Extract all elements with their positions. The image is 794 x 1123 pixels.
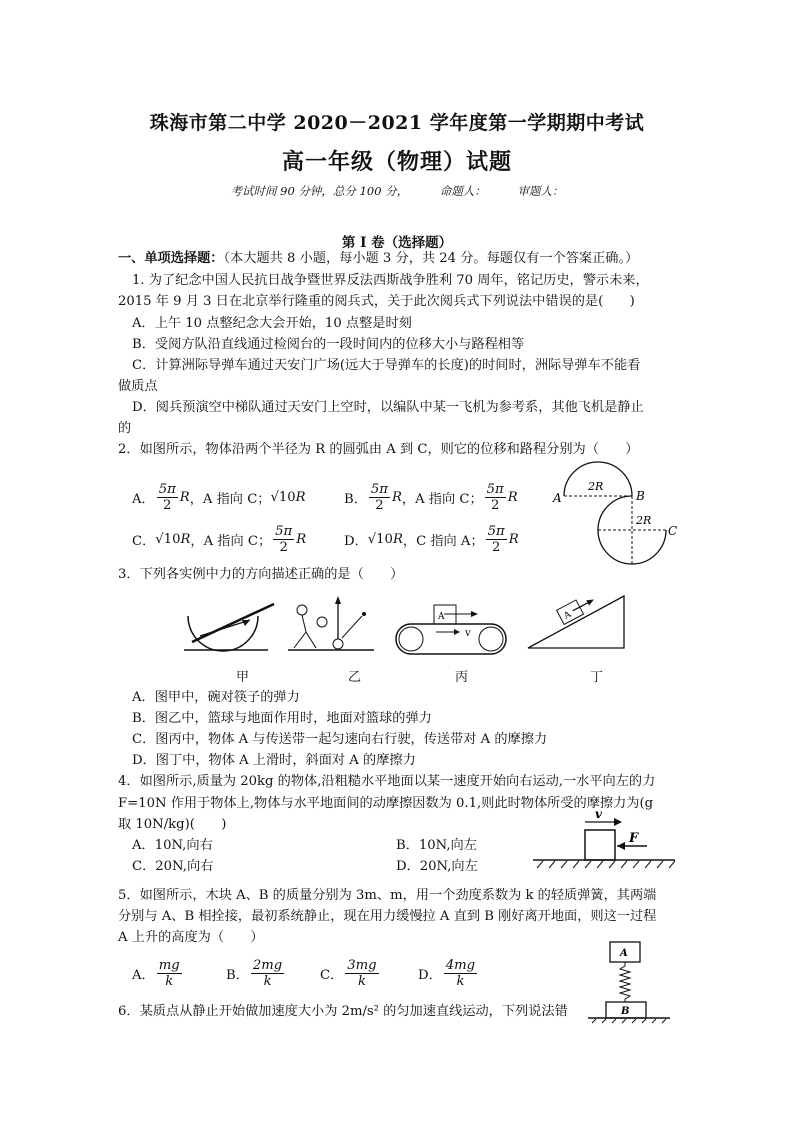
q2-option-a: [132, 482, 306, 513]
exam-subtitle: 高一年级（物理）试题: [281, 149, 512, 175]
caption-jia: 甲: [236, 670, 250, 685]
arrow-head: [242, 620, 250, 626]
force-label: F: [629, 831, 639, 846]
basketball: [317, 617, 327, 627]
q2-option-d: [344, 524, 519, 555]
q2-fraction: [369, 482, 390, 513]
frac-den: 2: [279, 540, 288, 555]
caption-ding: 丁: [590, 670, 604, 685]
q4-figure: [525, 806, 685, 876]
q2-option-a-mid: ，A 指向 C；: [189, 492, 271, 507]
incline: [528, 596, 624, 648]
block-a-label: A: [562, 609, 573, 622]
arrow-head: [471, 611, 478, 617]
caption-yi: 乙: [348, 670, 362, 685]
frac-num: mg: [158, 958, 180, 973]
velocity-label: v: [595, 807, 602, 821]
var-r: R: [507, 490, 518, 505]
q2-option-b-mid: ，A 指向 C；: [401, 492, 483, 507]
q5-option-a: [132, 958, 184, 989]
section-title: 第 I 卷（选择题）: [341, 235, 453, 251]
q5-option-b: [226, 958, 286, 989]
q3-option-c: C．图丙中，物体 A 与传送带一起匀速向右行驶，传送带对 A 的摩擦力: [132, 732, 548, 747]
frac-num: 5π: [275, 524, 293, 539]
radius-label-2: 2R: [636, 514, 652, 527]
var-r: R: [508, 532, 519, 547]
q2-option-a-label: A．: [132, 492, 155, 507]
arrow-head: [617, 842, 625, 850]
spring: [620, 962, 630, 1002]
q2-option-b-label: B．: [344, 492, 367, 507]
q1-option-a: A．上午 10 点整纪念大会开始，10 点整是时刻: [132, 316, 412, 331]
part-label: 一、单项选择题：: [118, 251, 224, 266]
frac-den: k: [263, 974, 272, 989]
block: [585, 830, 615, 860]
q2-option-d-label: D．: [344, 534, 368, 549]
q5-fraction: [251, 958, 284, 989]
q3-figures: [178, 592, 638, 662]
q6-line-1: 6．某质点从静止开始做加速度大小为 2m/s² 的匀加速直线运动，下列说法错: [118, 1004, 568, 1019]
radius-label-1: 2R: [588, 480, 604, 493]
sqrt-10: √10: [155, 532, 181, 547]
q1-line-2: 2015 年 9 月 3 日在北京举行隆重的阅兵式，关于此次阅兵式下列说法中错误的是( ): [118, 294, 635, 309]
q1-option-c: C．计算洲际导弹车通过天安门广场(远大于导弹车的长度)的时间时，洲际导弹车不能看: [132, 358, 641, 373]
point-b-label: B: [636, 489, 645, 503]
exam-duration: 考试时间 90 分钟，总分 100 分，: [230, 184, 409, 198]
dot: [362, 612, 366, 616]
q5-fraction: [157, 958, 182, 989]
exam-meta: [0, 183, 794, 199]
var-r: R: [296, 532, 307, 547]
q2-option-d-mid: ，C 指向 A；: [402, 534, 484, 549]
player-body: [302, 615, 306, 632]
q5-fraction: [444, 958, 477, 989]
figure-jia: [184, 604, 274, 651]
exam-author: 命题人：: [439, 184, 486, 198]
arrow-head: [614, 818, 622, 826]
frac-den: 2: [375, 498, 384, 513]
ground-hatch: [537, 861, 675, 868]
frac-den: k: [456, 974, 465, 989]
block-b-label: B: [621, 1006, 630, 1017]
q5-line-2: 分别与 A、B 相拴接，最初系统静止，现在用力缓慢拉 A 直到 B 刚好离开地面，则这一过程: [118, 909, 657, 924]
q2-option-c: [132, 524, 306, 555]
exam-title: 珠海市第二中学 2020－2021 学年度第一学期期中考试: [149, 112, 645, 134]
basketball-bounce: [333, 639, 343, 649]
part-desc: （本大题共 8 小题，每小题 3 分，共 24 分。每题仅有一个答案正确。）: [223, 251, 639, 266]
q4-line-3: 取 10N/kg)( ): [118, 817, 227, 832]
velocity-label: v: [465, 628, 471, 639]
sqrt-10: √10: [270, 490, 296, 505]
arrow-head: [586, 597, 595, 606]
player-leg: [294, 632, 306, 648]
frac-num: 5π: [158, 482, 176, 497]
q4-option-b: B．10N,向左: [396, 838, 477, 853]
point-c-label: C: [668, 524, 678, 538]
frac-den: k: [357, 974, 366, 989]
q2-fraction: [486, 524, 507, 555]
var-r: R: [392, 532, 403, 547]
exam-reviewer: 审题人：: [517, 184, 564, 198]
frac-num: 5π: [486, 482, 504, 497]
sqrt-10: √10: [367, 532, 393, 547]
frac-den: 2: [163, 498, 172, 513]
part-heading: [118, 249, 638, 269]
q5-option-a-label: A．: [132, 968, 155, 983]
q2-fraction: [485, 482, 506, 513]
var-r: R: [391, 490, 402, 505]
roller-right: [479, 627, 503, 651]
q5-spring-figure: [586, 940, 676, 1024]
var-r: R: [179, 490, 190, 505]
var-r: R: [180, 532, 191, 547]
q5-line-1: 5．如图所示，木块 A、B 的质量分别为 3m、m，用一个劲度系数为 k 的轻质弹簧，其两端: [118, 888, 657, 903]
frac-den: 2: [490, 498, 500, 513]
block-a-label: A: [438, 612, 445, 622]
arrow-head: [335, 596, 341, 604]
q4-option-d: D．20N,向左: [396, 859, 478, 874]
q5-line-3: A 上升的高度为（ ）: [118, 930, 264, 945]
q3-option-b: B．图乙中，篮球与地面作用时，地面对篮球的弹力: [132, 711, 432, 726]
frac-num: 5π: [487, 524, 505, 539]
player-leg: [306, 632, 316, 648]
frac-num: 2mg: [252, 958, 283, 973]
q3-option-a: A．图甲中，碗对筷子的弹力: [132, 690, 300, 705]
player-head: [297, 605, 307, 615]
direction-line: [342, 616, 362, 638]
frac-den: 2: [491, 540, 501, 555]
ground-hatch: [592, 1019, 666, 1023]
figure-ding: [528, 592, 624, 648]
q5-option-d-label: D．: [418, 968, 442, 983]
figure-bing: [396, 605, 506, 654]
frac-num: 3mg: [347, 958, 377, 973]
q2-option-c-label: C．: [132, 534, 156, 549]
q1-option-d-cont: 的: [118, 421, 132, 436]
arrow-head: [454, 629, 460, 635]
frac-num: 4mg: [445, 958, 476, 973]
block-a-label: A: [620, 948, 628, 959]
frac-den: k: [165, 974, 174, 989]
q2-fraction: [157, 482, 178, 513]
q1-option-b: B．受阅方队沿直线通过检阅台的一段时间内的位移大小与路程相等: [132, 337, 525, 352]
q4-option-a: A．10N,向右: [132, 838, 213, 853]
chopstick: [192, 604, 274, 642]
q3-stem: 3．下列各实例中力的方向描述正确的是（ ）: [118, 567, 404, 582]
q5-fraction: [345, 958, 378, 989]
q4-option-c: C．20N,向右: [132, 859, 214, 874]
q1-option-c-cont: 做质点: [118, 379, 158, 394]
q4-line-2: F=10N 作用于物体上,物体与水平地面间的动摩擦因数为 0.1,则此时物体所受的摩擦力为(g: [118, 796, 654, 811]
q5-option-b-label: B．: [226, 968, 249, 983]
q5-option-d: [418, 958, 479, 989]
q3-option-d: D．图丁中，物体 A 上滑时，斜面对 A 的摩擦力: [132, 753, 416, 768]
q2-arc-figure: [550, 460, 680, 575]
q5-option-c-label: C．: [320, 968, 344, 983]
q2-option-b: [344, 482, 518, 513]
force-arrow: [200, 620, 250, 636]
caption-bing: 丙: [455, 670, 469, 685]
roller-left: [399, 627, 423, 651]
frac-num: 5π: [370, 482, 388, 497]
q2-option-c-mid: ，A 指向 C；: [190, 534, 272, 549]
q4-line-1: 4．如图所示,质量为 20kg 的物体,沿粗糙水平地面以某一速度开始向右运动,一水平向左的力: [118, 774, 656, 789]
var-r: R: [295, 490, 306, 505]
q1-line-1: 1. 为了纪念中国人民抗日战争暨世界反法西斯战争胜利 70 周年，铭记历史，警示未来，: [132, 273, 649, 288]
figure-yi: [288, 596, 374, 650]
q5-option-c: [320, 958, 381, 989]
q2-stem: 2．如图所示，物体沿两个半径为 R 的圆弧由 A 到 C，则它的位移和路程分别为（ ）: [118, 442, 639, 457]
point-a-label: A: [553, 491, 562, 505]
q2-fraction: [273, 524, 294, 555]
q1-option-d: D．阅兵预演空中梯队通过天安门上空时，以编队中某一飞机为参考系，其他飞机是静止: [132, 400, 644, 415]
conveyor-belt: [396, 624, 506, 654]
